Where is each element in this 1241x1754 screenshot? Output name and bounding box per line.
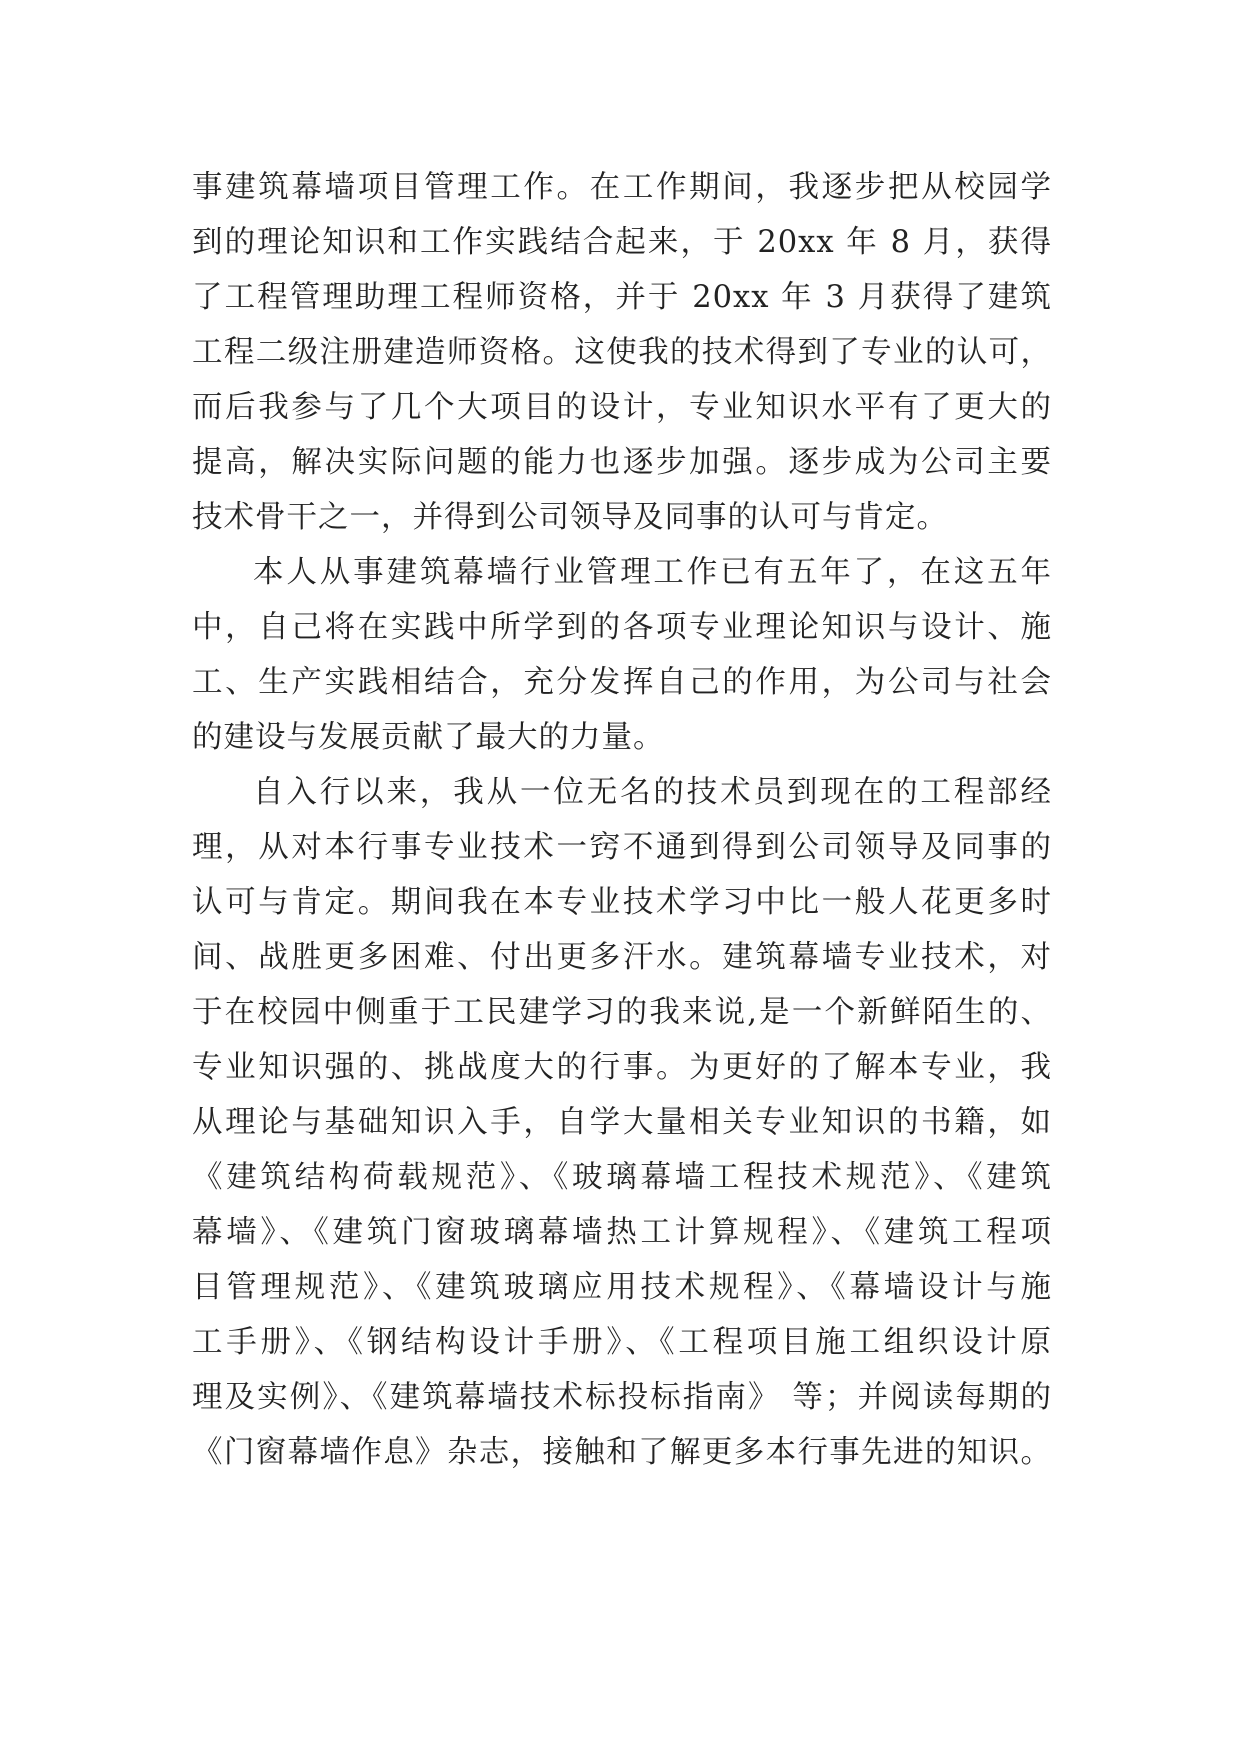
document-body bbox=[192, 160, 1052, 1480]
text-line: 理及实例》、《建筑幕墙技术标投标指南》 等；并阅读每期的 bbox=[192, 1380, 1052, 1415]
text-line: 工手册》、《钢结构设计手册》、《工程项目施工组织设计原 bbox=[192, 1325, 1052, 1360]
text-line: 间、战胜更多困难、付出更多汗水。建筑幕墙专业技术，对 bbox=[192, 940, 1052, 975]
text-line: 幕墙》、《建筑门窗玻璃幕墙热工计算规程》、《建筑工程项 bbox=[192, 1215, 1052, 1250]
text-line: 自入行以来，我从一位无名的技术员到现在的工程部经 bbox=[253, 775, 1052, 810]
text-line: 从理论与基础知识入手，自学大量相关专业知识的书籍，如 bbox=[192, 1105, 1052, 1140]
text-line: 的建设与发展贡献了最大的力量。 bbox=[192, 720, 665, 755]
text-line: 于在校园中侧重于工民建学习的我来说,是一个新鲜陌生的、 bbox=[192, 995, 1052, 1030]
text-line: 《建筑结构荷载规范》、《玻璃幕墙工程技术规范》、《建筑 bbox=[192, 1160, 1052, 1195]
text-line: 中，自己将在实践中所学到的各项专业理论知识与设计、施 bbox=[192, 610, 1052, 645]
text-line: 认可与肯定。期间我在本专业技术学习中比一般人花更多时 bbox=[192, 885, 1052, 920]
text-line: 工、生产实践相结合，充分发挥自己的作用，为公司与社会 bbox=[192, 665, 1052, 700]
paragraph-2 bbox=[192, 545, 1052, 765]
text-line: 事建筑幕墙项目管理工作。在工作期间，我逐步把从校园学 bbox=[192, 170, 1052, 205]
text-line: 而后我参与了几个大项目的设计，专业知识水平有了更大的 bbox=[192, 390, 1052, 425]
text-line: 技术骨干之一，并得到公司领导及同事的认可与肯定。 bbox=[192, 500, 948, 535]
text-line: 本人从事建筑幕墙行业管理工作已有五年了，在这五年 bbox=[253, 555, 1052, 590]
text-line: 理，从对本行事专业技术一窍不通到得到公司领导及同事的 bbox=[192, 830, 1052, 865]
text-line: 专业知识强的、挑战度大的行事。为更好的了解本专业，我 bbox=[192, 1050, 1052, 1085]
text-line: 《门窗幕墙作息》杂志，接触和了解更多本行事先进的知识。 bbox=[192, 1435, 1052, 1470]
text-line: 了工程管理助理工程师资格，并于 20xx 年 3 月获得了建筑 bbox=[192, 280, 1052, 315]
text-line: 目管理规范》、《建筑玻璃应用技术规程》、《幕墙设计与施 bbox=[192, 1270, 1052, 1305]
text-line: 提高，解决实际问题的能力也逐步加强。逐步成为公司主要 bbox=[192, 445, 1052, 480]
text-line: 工程二级注册建造师资格。这使我的技术得到了专业的认可， bbox=[192, 335, 1052, 370]
paragraph-1 bbox=[192, 160, 1052, 545]
paragraph-3 bbox=[192, 765, 1052, 1480]
text-line: 到的理论知识和工作实践结合起来，于 20xx 年 8 月，获得 bbox=[192, 225, 1052, 260]
